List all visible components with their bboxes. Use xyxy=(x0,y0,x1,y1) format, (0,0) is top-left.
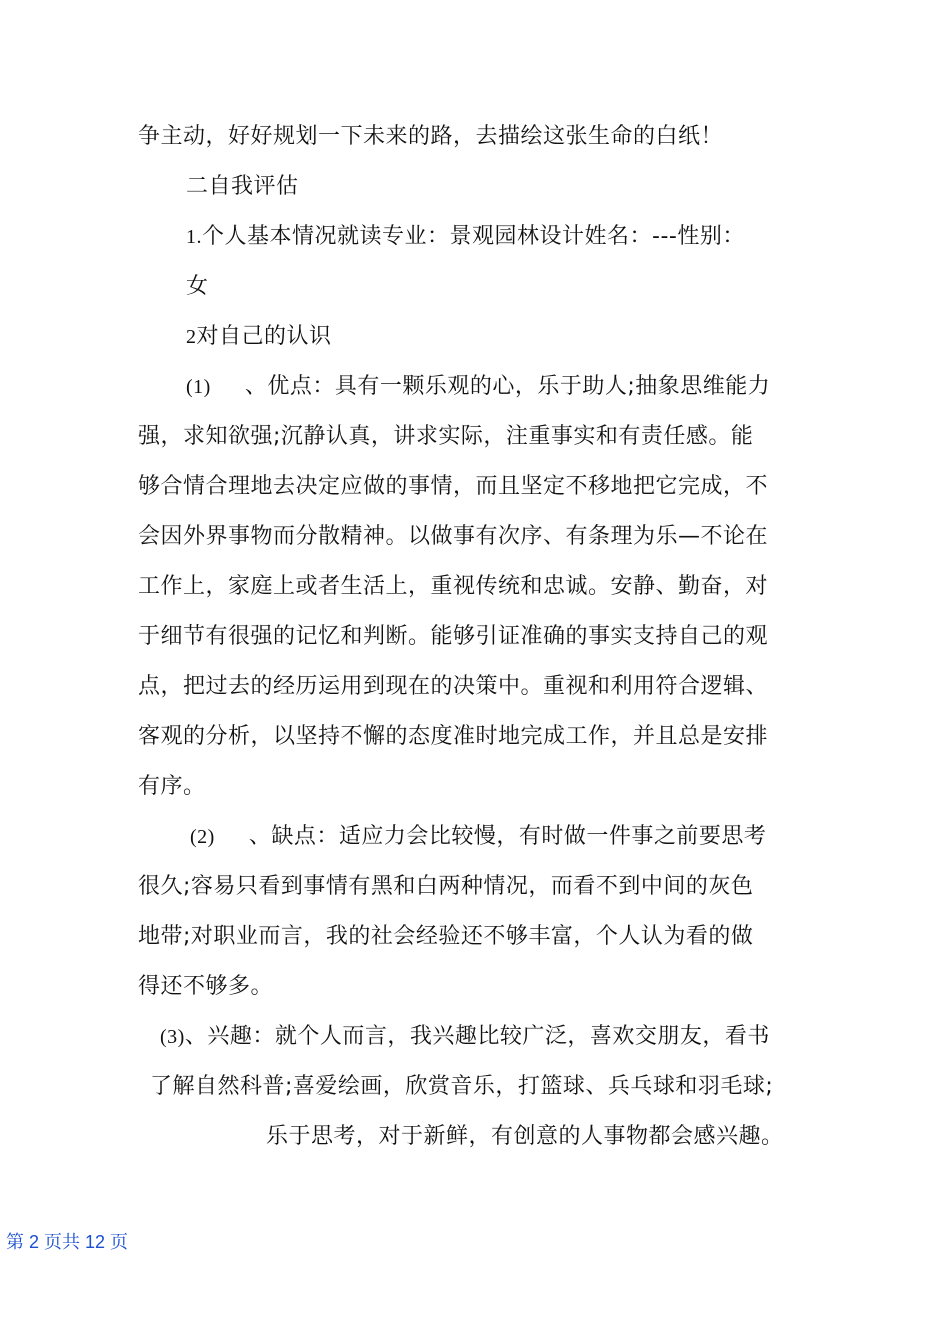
paragraph-line xyxy=(138,672,768,702)
paragraph-line xyxy=(138,422,753,452)
line-text: 女 xyxy=(186,274,209,299)
line-text: 对自己的认识 xyxy=(196,324,332,349)
item-number: 2 xyxy=(186,326,197,348)
line-text: 客观的分析，以坚持不懈的态度准时地完成工作，并且总是安排 xyxy=(138,724,769,749)
heading-text: 二自我评估 xyxy=(186,174,299,199)
paragraph-line xyxy=(266,1122,784,1152)
item-2-line xyxy=(186,322,332,352)
paragraph-line xyxy=(138,472,768,502)
line-text: 强，求知欲强;沉静认真，讲求实际，注重事实和有责任感。能 xyxy=(138,424,754,449)
paragraph-line xyxy=(138,772,206,802)
paragraph-line xyxy=(138,722,768,752)
weakness-marker: (2) xyxy=(190,826,215,848)
line-text: 得还不够多。 xyxy=(138,974,274,999)
line-text: 个人基本情况就读专业：景观园林设计姓名：---性别： xyxy=(202,224,745,249)
paragraph-line xyxy=(138,522,768,552)
line-text: 、缺点：适应力会比较慢，有时做一件事之前要思考 xyxy=(248,824,767,849)
paragraph-line xyxy=(138,572,768,602)
line-text: 争主动，好好规划一下未来的路，去描绘这张生命的白纸！ xyxy=(138,124,724,149)
line-text: 、优点：具有一颗乐观的心，乐于助人;抽象思维能力 xyxy=(244,374,771,399)
item-1-line xyxy=(186,222,745,252)
line-text: 点，把过去的经历运用到现在的决策中。重视和利用符合逻辑、 xyxy=(138,674,769,699)
strength-marker: (1) xyxy=(186,376,211,398)
paragraph-line xyxy=(138,972,273,1002)
interest-line xyxy=(160,1022,770,1052)
line-text: 很久;容易只看到事情有黑和白两种情况，而看不到中间的灰色 xyxy=(138,874,754,899)
section-heading xyxy=(186,172,299,202)
line-text: 乐于思考，对于新鲜，有创意的人事物都会感兴趣。 xyxy=(266,1124,784,1149)
paragraph-line xyxy=(138,622,768,652)
line-text: 有序。 xyxy=(138,774,206,799)
line-text: 、兴趣：就个人而言，我兴趣比较广泛，喜欢交朋友，看书 xyxy=(184,1024,770,1049)
strength-line xyxy=(186,372,770,402)
line-text: 工作上，家庭上或者生活上，重视传统和忠诚。安静、勤奋，对 xyxy=(138,574,769,599)
line-text: 会因外界事物而分散精神。以做事有次序、有条理为乐—不论在 xyxy=(138,524,769,549)
line-text: 地带;对职业而言，我的社会经验还不够丰富，个人认为看的做 xyxy=(138,924,754,949)
item-number: 1. xyxy=(186,226,202,248)
paragraph-line xyxy=(150,1072,773,1102)
paragraph-line xyxy=(138,122,723,152)
line-text: 了解自然科普;喜爱绘画，欣赏音乐，打篮球、兵乓球和羽毛球; xyxy=(150,1074,774,1099)
weakness-line xyxy=(190,822,766,852)
interest-marker: (3) xyxy=(160,1026,185,1048)
line-text: 于细节有很强的记忆和判断。能够引证准确的事实支持自己的观 xyxy=(138,624,769,649)
paragraph-line xyxy=(138,872,753,902)
page-number-footer: 第 2 页共 12 页 xyxy=(6,1232,129,1252)
paragraph-line xyxy=(138,922,753,952)
paragraph-line xyxy=(186,272,209,302)
line-text: 够合情合理地去决定应做的事情，而且坚定不移地把它完成，不 xyxy=(138,474,769,499)
